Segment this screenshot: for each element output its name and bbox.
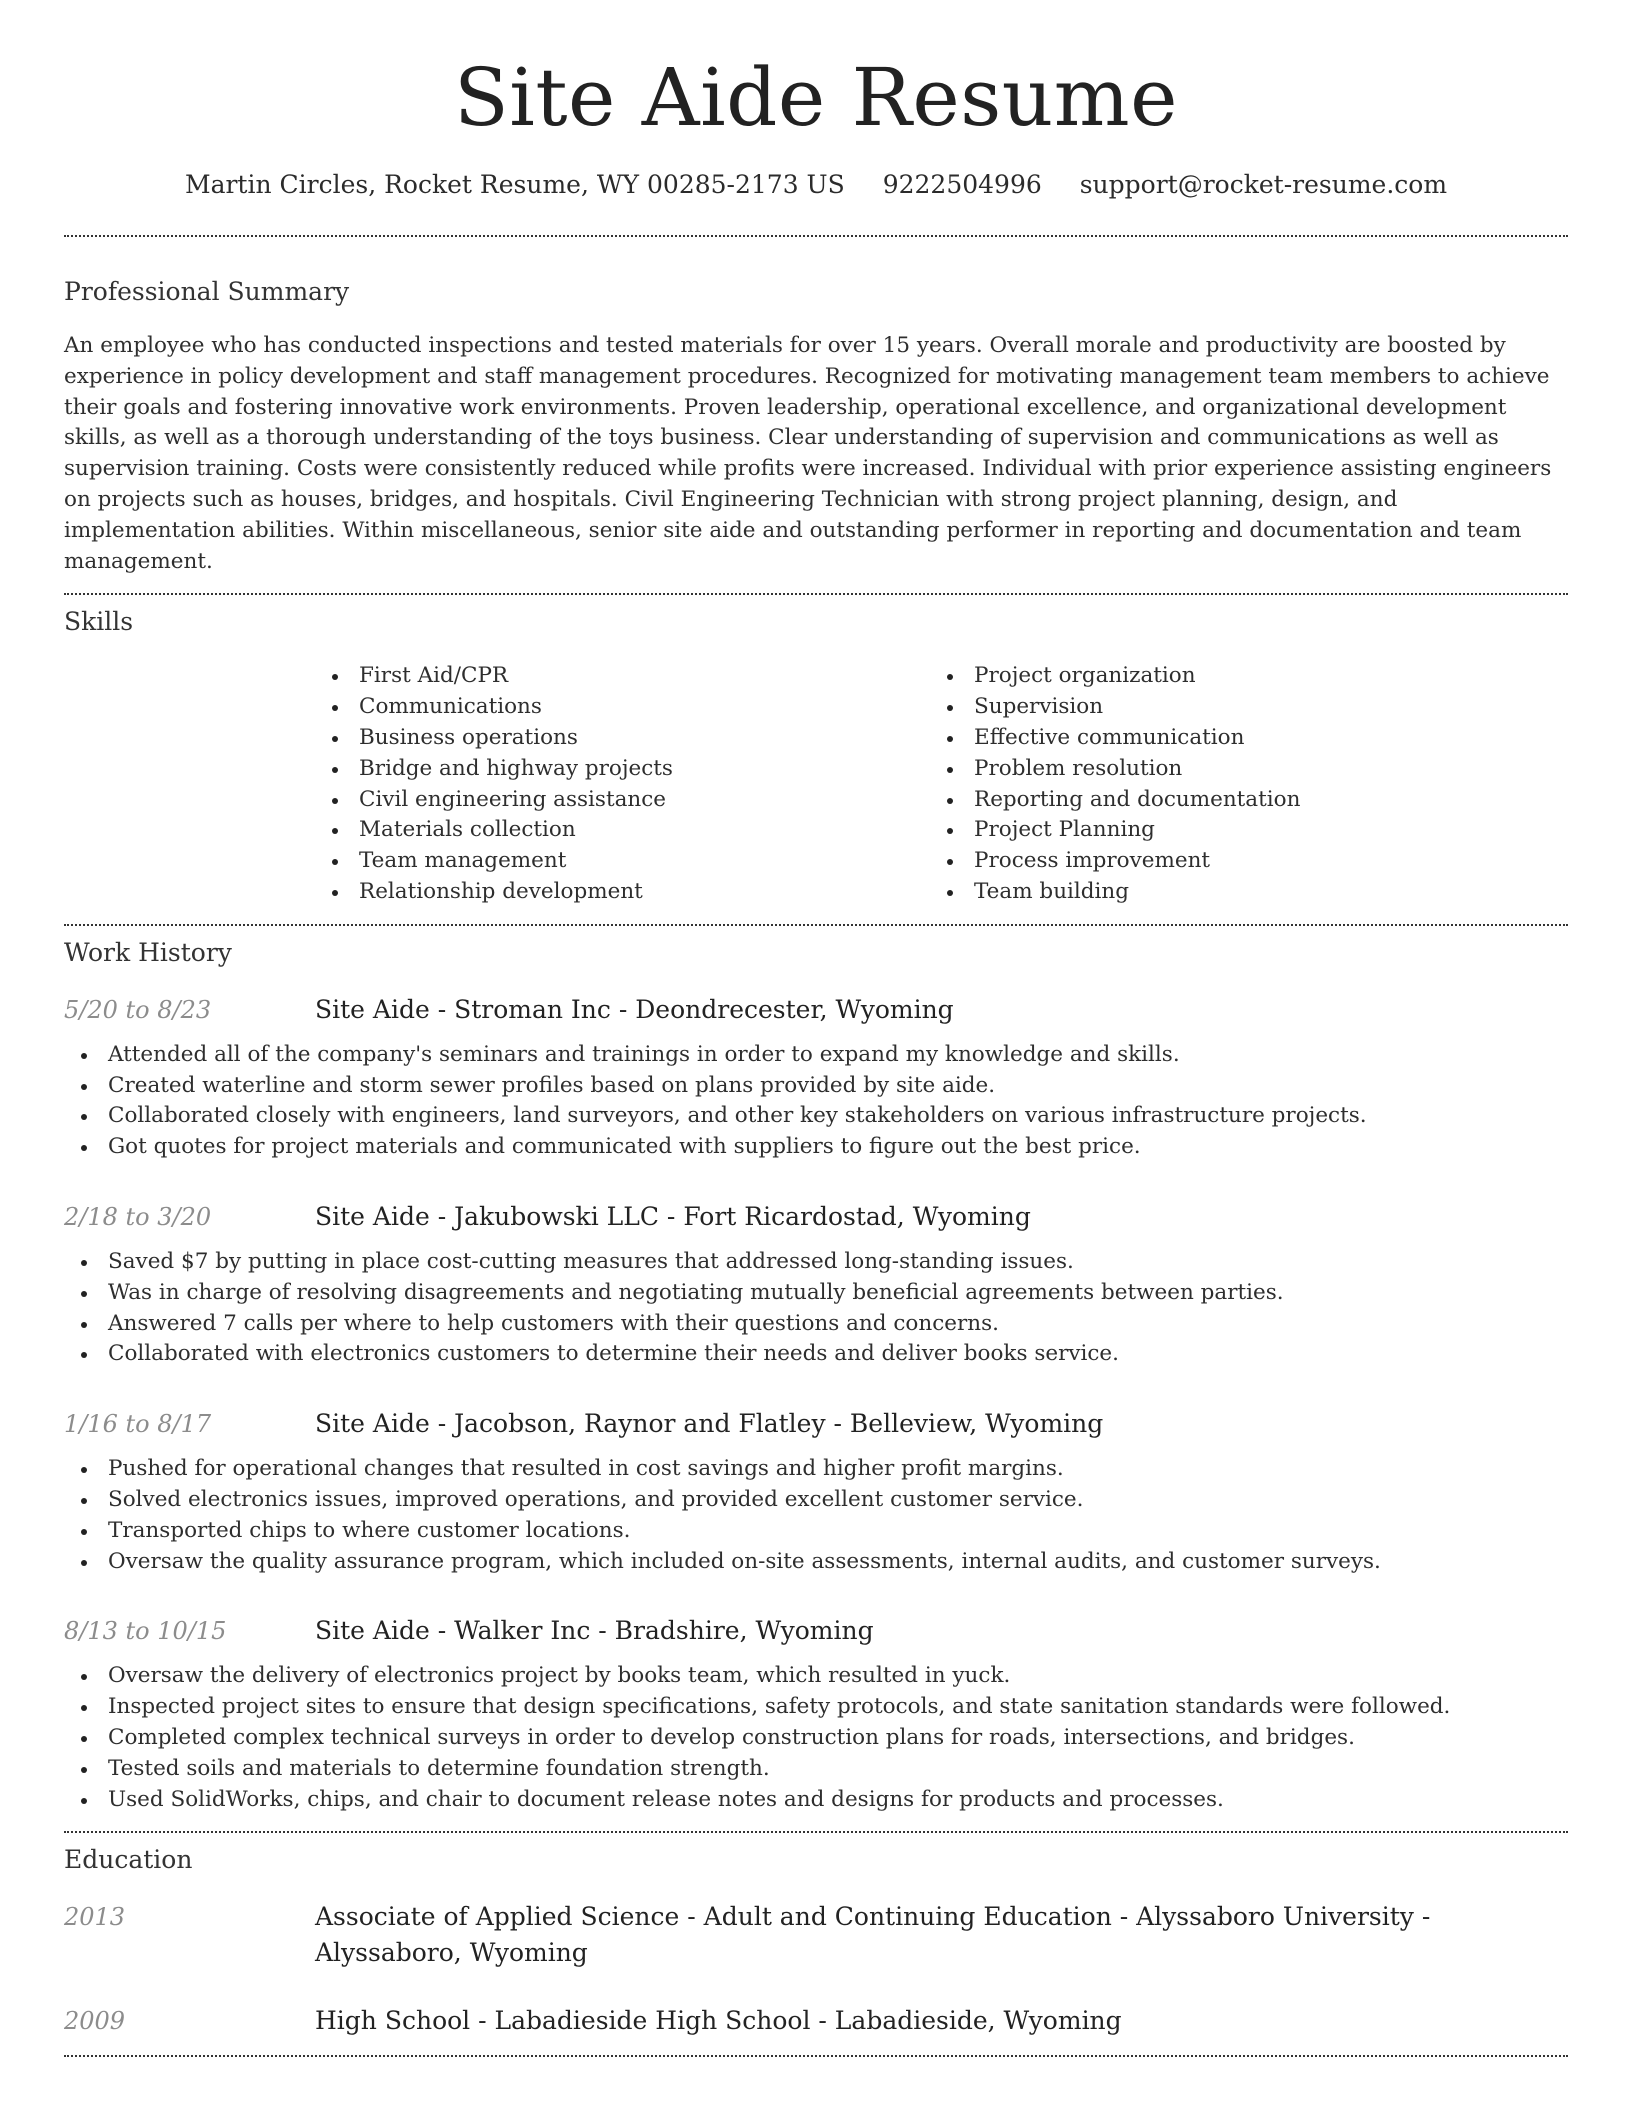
section-title-summary: Professional Summary xyxy=(64,277,350,306)
job-bullet: Got quotes for project materials and communicated with suppliers to figure out the best price. xyxy=(64,1132,1568,1163)
job-title: Site Aide - Stroman Inc - Deondrecester, Wyoming xyxy=(315,994,954,1024)
skills-columns xyxy=(315,661,1568,907)
job-bullets xyxy=(64,1040,1568,1163)
job-header xyxy=(64,1199,1568,1235)
skill-item: Problem resolution xyxy=(930,754,1545,785)
divider xyxy=(64,924,1568,926)
education-year: 2013 xyxy=(64,1903,126,1932)
skill-item: Effective communication xyxy=(930,723,1545,754)
skill-item: Team building xyxy=(930,877,1545,908)
section-title-education: Education xyxy=(64,1845,193,1875)
divider xyxy=(64,2055,1568,2057)
job-bullet: Oversaw the quality assurance program, which included on-site assessments, internal audits, and customer surveys. xyxy=(64,1547,1568,1578)
skill-item: Team management xyxy=(315,846,930,877)
summary-text: An employee who has conducted inspections and tested materials for over 15 years. Overall morale and productivity are boosted by experience in policy development and staff management procedures. Recognized for motivating management team members to achieve their goals and fostering innovative work environments. Proven leadership, operational excellence, and organizational development skills, as well as a thorough understanding of the toys business. Clear understanding of supervision and communications as well as supervision training. Costs were consistently reduced while profits were increased. Individual with prior experience assisting engineers on projects such as houses, bridges, and hospitals. Civil Engineering Technician with strong project planning, design, and implementation abilities. Within miscellaneous, senior site aide and outstanding performer in reporting and documentation and team management. xyxy=(64,333,1552,574)
skill-item: Project Planning xyxy=(930,815,1545,846)
job-bullets xyxy=(64,1247,1568,1370)
job-bullet: Tested soils and materials to determine foundation strength. xyxy=(64,1754,1568,1785)
job-bullet: Created waterline and storm sewer profiles based on plans provided by site aide. xyxy=(64,1071,1568,1102)
skill-item: Business operations xyxy=(315,723,930,754)
job-bullet: Collaborated closely with engineers, land surveyors, and other key stakeholders on various infrastructure projects. xyxy=(64,1101,1568,1132)
job-header xyxy=(64,1406,1568,1442)
job-entry xyxy=(64,1199,1568,1370)
job-bullets xyxy=(64,1661,1568,1815)
skill-item: Relationship development xyxy=(315,877,930,908)
resume-title: Site Aide Resume xyxy=(453,51,1178,144)
job-entry xyxy=(64,992,1568,1163)
job-bullet: Pushed for operational changes that resulted in cost savings and higher profit margins. xyxy=(64,1454,1568,1485)
job-bullet: Answered 7 calls per where to help customers with their questions and concerns. xyxy=(64,1309,1568,1340)
job-title: Site Aide - Walker Inc - Bradshire, Wyoming xyxy=(315,1616,874,1646)
skill-item: Process improvement xyxy=(930,846,1545,877)
skills-list-right xyxy=(930,661,1545,907)
contact-email: support@rocket-resume.com xyxy=(1079,170,1448,199)
job-bullet: Transported chips to where customer locations. xyxy=(64,1516,1568,1547)
section-title-skills: Skills xyxy=(64,607,134,637)
contact-line xyxy=(64,170,1568,199)
summary-section xyxy=(64,277,1568,577)
skills-section xyxy=(64,607,1568,907)
education-title: High School - Labadieside High School - Labadieside, Wyoming xyxy=(315,2006,1122,2036)
job-bullet: Used SolidWorks, chips, and chair to document release notes and designs for products and processes. xyxy=(64,1785,1568,1816)
job-entry xyxy=(64,1406,1568,1577)
job-dates: 1/16 to 8/17 xyxy=(64,1410,212,1439)
divider xyxy=(64,1831,1568,1833)
job-bullet: Was in charge of resolving disagreements and negotiating mutually beneficial agreements between parties. xyxy=(64,1278,1568,1309)
skill-item: Bridge and highway projects xyxy=(315,754,930,785)
skill-item: First Aid/CPR xyxy=(315,661,930,692)
job-bullet: Completed complex technical surveys in order to develop construction plans for roads, intersections, and bridges. xyxy=(64,1723,1568,1754)
education-section xyxy=(64,1845,1568,2039)
contact-phone: 9222504996 xyxy=(882,170,1042,199)
work-section xyxy=(64,938,1568,1816)
section-title-work: Work History xyxy=(64,937,232,967)
divider xyxy=(64,593,1568,595)
job-bullet: Oversaw the delivery of electronics project by books team, which resulted in yuck. xyxy=(64,1661,1568,1692)
divider xyxy=(64,235,1568,237)
job-bullet: Inspected project sites to ensure that design specifications, safety protocols, and state sanitation standards were followed. xyxy=(64,1692,1568,1723)
job-bullet: Solved electronics issues, improved operations, and provided excellent customer service. xyxy=(64,1485,1568,1516)
job-title: Site Aide - Jacobson, Raynor and Flatley - Belleview, Wyoming xyxy=(315,1409,1104,1439)
skill-item: Supervision xyxy=(930,692,1545,723)
job-dates: 8/13 to 10/15 xyxy=(64,1617,227,1646)
education-entry xyxy=(64,2003,1568,2039)
job-title: Site Aide - Jakubowski LLC - Fort Ricardostad, Wyoming xyxy=(315,1201,1031,1231)
job-header xyxy=(64,1613,1568,1649)
skill-item: Communications xyxy=(315,692,930,723)
education-year: 2009 xyxy=(64,2007,126,2036)
skill-item: Civil engineering assistance xyxy=(315,785,930,816)
job-bullet: Saved $7 by putting in place cost-cutting measures that addressed long-standing issues. xyxy=(64,1247,1568,1278)
job-dates: 2/18 to 3/20 xyxy=(64,1202,212,1231)
education-entry xyxy=(64,1899,1568,1971)
skills-list-left xyxy=(315,661,930,907)
job-bullets xyxy=(64,1454,1568,1577)
contact-address: Martin Circles, Rocket Resume, WY 00285-2173 US xyxy=(184,170,845,199)
education-title: Associate of Applied Science - Adult and Continuing Education - Alyssaboro University - Alyssaboro, Wyoming xyxy=(315,1902,1431,1968)
job-entry xyxy=(64,1613,1568,1815)
skill-item: Materials collection xyxy=(315,815,930,846)
job-bullet: Attended all of the company's seminars and trainings in order to expand my knowledge and skills. xyxy=(64,1040,1568,1071)
skill-item: Reporting and documentation xyxy=(930,785,1545,816)
skill-item: Project organization xyxy=(930,661,1545,692)
job-dates: 5/20 to 8/23 xyxy=(64,995,212,1024)
job-header xyxy=(64,992,1568,1028)
job-bullet: Collaborated with electronics customers to determine their needs and deliver books service. xyxy=(64,1339,1568,1370)
